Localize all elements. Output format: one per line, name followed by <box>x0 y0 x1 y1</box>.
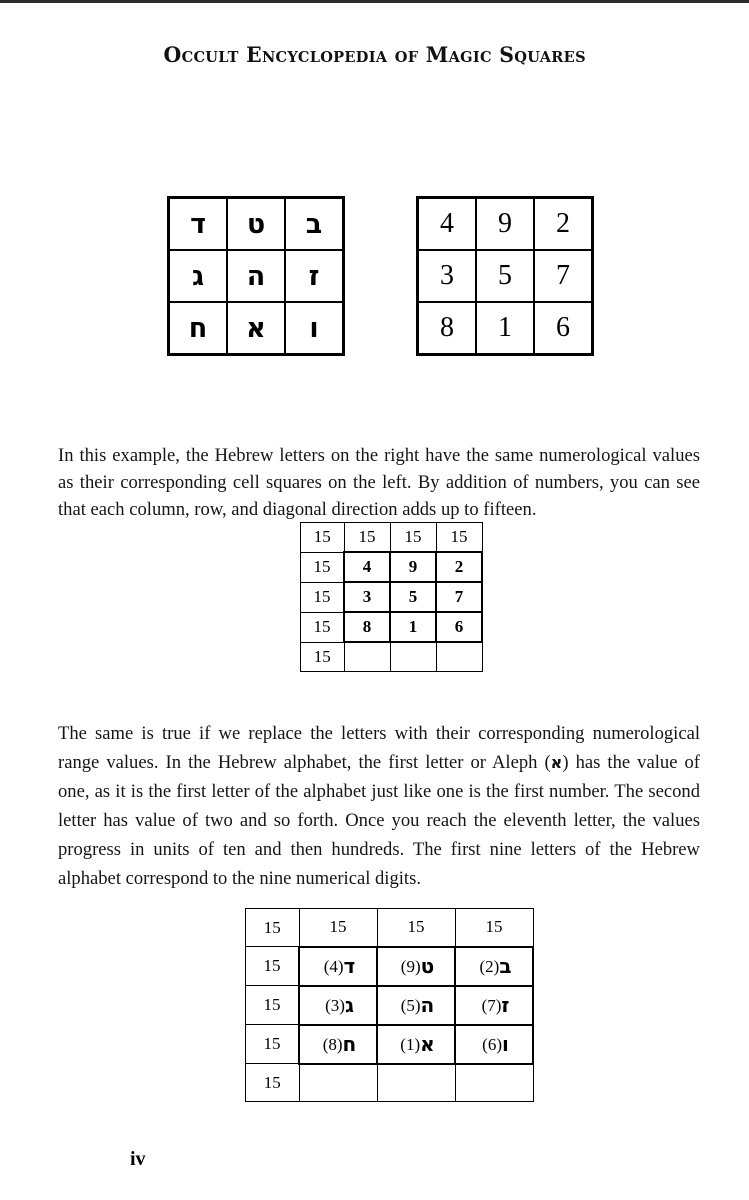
empty-cell <box>390 642 436 672</box>
hebrew-cell <box>227 198 285 251</box>
number-cell <box>418 198 477 251</box>
sum-label: 15 <box>246 947 300 986</box>
hebrew-value-cell <box>455 947 533 986</box>
hebrew-letter: ה <box>246 260 266 292</box>
body-paragraph-2 <box>58 719 700 893</box>
hebrew-letter: א <box>420 1032 435 1056</box>
letter-value: (5) <box>400 996 421 1015</box>
hebrew-cell <box>169 198 228 251</box>
hebrew-value-cell <box>455 986 533 1025</box>
sum-label: 15 <box>301 642 345 672</box>
hebrew-value-sum-table <box>245 908 534 1102</box>
sum-label: 15 <box>299 909 377 947</box>
hebrew-letter: ב <box>305 208 323 240</box>
table-row <box>301 612 483 642</box>
sum-label: 15 <box>377 909 455 947</box>
paragraph-text-after-aleph: ) has the value of one, as it is the first letter of the alphabet just like one is the first number. The second letter has value of two and so forth. Once you reach the eleventh letter, the values progress in units of ten and then hundreds. The first nine letters of the Hebrew alphabet correspond to the nine numerical digits. <box>58 751 700 889</box>
number-value: 1 <box>498 312 512 343</box>
sum-label: 15 <box>301 552 345 582</box>
table-row <box>418 302 593 355</box>
table-row <box>418 250 593 302</box>
number-cell <box>534 198 593 251</box>
empty-cell <box>344 642 390 672</box>
table-row <box>301 642 483 672</box>
letter-value: (3) <box>325 996 345 1015</box>
hebrew-cell <box>227 302 285 355</box>
hebrew-letter: ט <box>246 208 266 240</box>
empty-cell <box>299 1064 377 1102</box>
table-row <box>418 198 593 251</box>
hebrew-value-cell <box>299 1025 377 1064</box>
table-row <box>301 552 483 582</box>
magic-cell: 6 <box>436 612 482 642</box>
body-paragraph-1: In this example, the Hebrew letters on the right have the same numerological values as their corresponding cell squares on the left. By addition of numbers, you can see that each column, row, and diagonal direction adds up to fifteen. <box>58 444 700 520</box>
hebrew-letter: ג <box>191 260 205 292</box>
hebrew-letter: ג <box>344 993 354 1017</box>
letter-value: (4) <box>323 957 344 976</box>
number-cell <box>476 250 534 302</box>
table-row <box>169 250 344 302</box>
hebrew-letter: ב <box>499 954 512 978</box>
hebrew-letter: ד <box>190 208 206 240</box>
letter-value: (1) <box>400 1035 421 1054</box>
table-row <box>301 582 483 612</box>
empty-cell <box>377 1064 455 1102</box>
numeric-magic-square <box>416 196 594 356</box>
sum-label: 15 <box>344 523 390 553</box>
number-value: 5 <box>498 260 512 291</box>
hebrew-value-cell <box>377 947 455 986</box>
number-value: 2 <box>556 208 570 239</box>
sum-label: 15 <box>390 523 436 553</box>
sum-label: 15 <box>436 523 482 553</box>
hebrew-cell <box>227 250 285 302</box>
hebrew-letter: ח <box>188 312 208 344</box>
hebrew-value-cell <box>377 1025 455 1064</box>
empty-cell <box>436 642 482 672</box>
number-cell <box>418 302 477 355</box>
magic-cell: 9 <box>390 552 436 582</box>
letter-value: (8) <box>322 1035 343 1054</box>
sum-label: 15 <box>246 1064 300 1102</box>
letter-value: (9) <box>400 957 421 976</box>
table-row <box>246 986 534 1025</box>
hebrew-magic-square <box>167 196 345 356</box>
empty-cell <box>455 1064 533 1102</box>
number-cell <box>476 302 534 355</box>
hebrew-cell <box>285 198 344 251</box>
hebrew-letter: ז <box>308 260 320 292</box>
hebrew-value-cell <box>377 986 455 1025</box>
paragraph-text-before-aleph: The same is true if we replace the letters with their corresponding numerological range values. In the Hebrew alphabet, the first letter or Aleph ( <box>58 722 700 773</box>
number-cell <box>534 250 593 302</box>
hebrew-letter: א <box>246 312 266 344</box>
magic-cell: 3 <box>344 582 390 612</box>
hebrew-letter: ד <box>343 954 356 978</box>
hebrew-letter: ה <box>420 993 435 1017</box>
letter-value: (6) <box>482 1035 502 1054</box>
hebrew-value-cell <box>455 1025 533 1064</box>
hebrew-value-cell <box>299 947 377 986</box>
hebrew-cell <box>285 302 344 355</box>
number-cell <box>534 302 593 355</box>
table-row <box>246 1064 534 1102</box>
magic-cell: 7 <box>436 582 482 612</box>
number-value: 8 <box>440 312 454 343</box>
magic-sum-table <box>300 522 483 672</box>
book-title: Occult Encyclopedia of Magic Squares <box>163 42 586 67</box>
top-magic-squares-figure <box>0 196 749 368</box>
magic-cell: 5 <box>390 582 436 612</box>
number-cell <box>476 198 534 251</box>
hebrew-letter: ז <box>501 993 510 1017</box>
hebrew-letter: ו <box>309 312 319 344</box>
page-number: iv <box>130 1148 146 1170</box>
table-row <box>246 909 534 947</box>
letter-value: (7) <box>481 996 502 1015</box>
sum-label: 15 <box>301 612 345 642</box>
magic-cell: 2 <box>436 552 482 582</box>
magic-cell: 8 <box>344 612 390 642</box>
number-value: 6 <box>556 312 570 343</box>
number-cell <box>418 250 477 302</box>
page-header <box>0 42 749 67</box>
hebrew-letter: ו <box>501 1032 509 1056</box>
table-row <box>169 302 344 355</box>
hebrew-value-cell <box>299 986 377 1025</box>
sum-label: 15 <box>455 909 533 947</box>
number-value: 9 <box>498 208 512 239</box>
table-row <box>246 947 534 986</box>
table-row <box>246 1025 534 1064</box>
magic-cell: 1 <box>390 612 436 642</box>
number-value: 7 <box>556 260 570 291</box>
hebrew-cell <box>169 250 228 302</box>
number-value: 3 <box>440 260 454 291</box>
letter-value: (2) <box>479 957 500 976</box>
scan-top-edge <box>0 0 749 3</box>
table-row <box>169 198 344 251</box>
hebrew-letter: ח <box>342 1032 357 1056</box>
hebrew-letter: ט <box>420 954 435 978</box>
sum-label: 15 <box>246 1025 300 1064</box>
hebrew-cell <box>285 250 344 302</box>
table-row <box>301 523 483 553</box>
sum-label: 15 <box>246 909 300 947</box>
number-value: 4 <box>440 208 454 239</box>
sum-label: 15 <box>301 582 345 612</box>
sum-label: 15 <box>301 523 345 553</box>
hebrew-cell <box>169 302 228 355</box>
aleph-glyph-inline: א <box>550 752 563 772</box>
sum-label: 15 <box>246 986 300 1025</box>
magic-cell: 4 <box>344 552 390 582</box>
